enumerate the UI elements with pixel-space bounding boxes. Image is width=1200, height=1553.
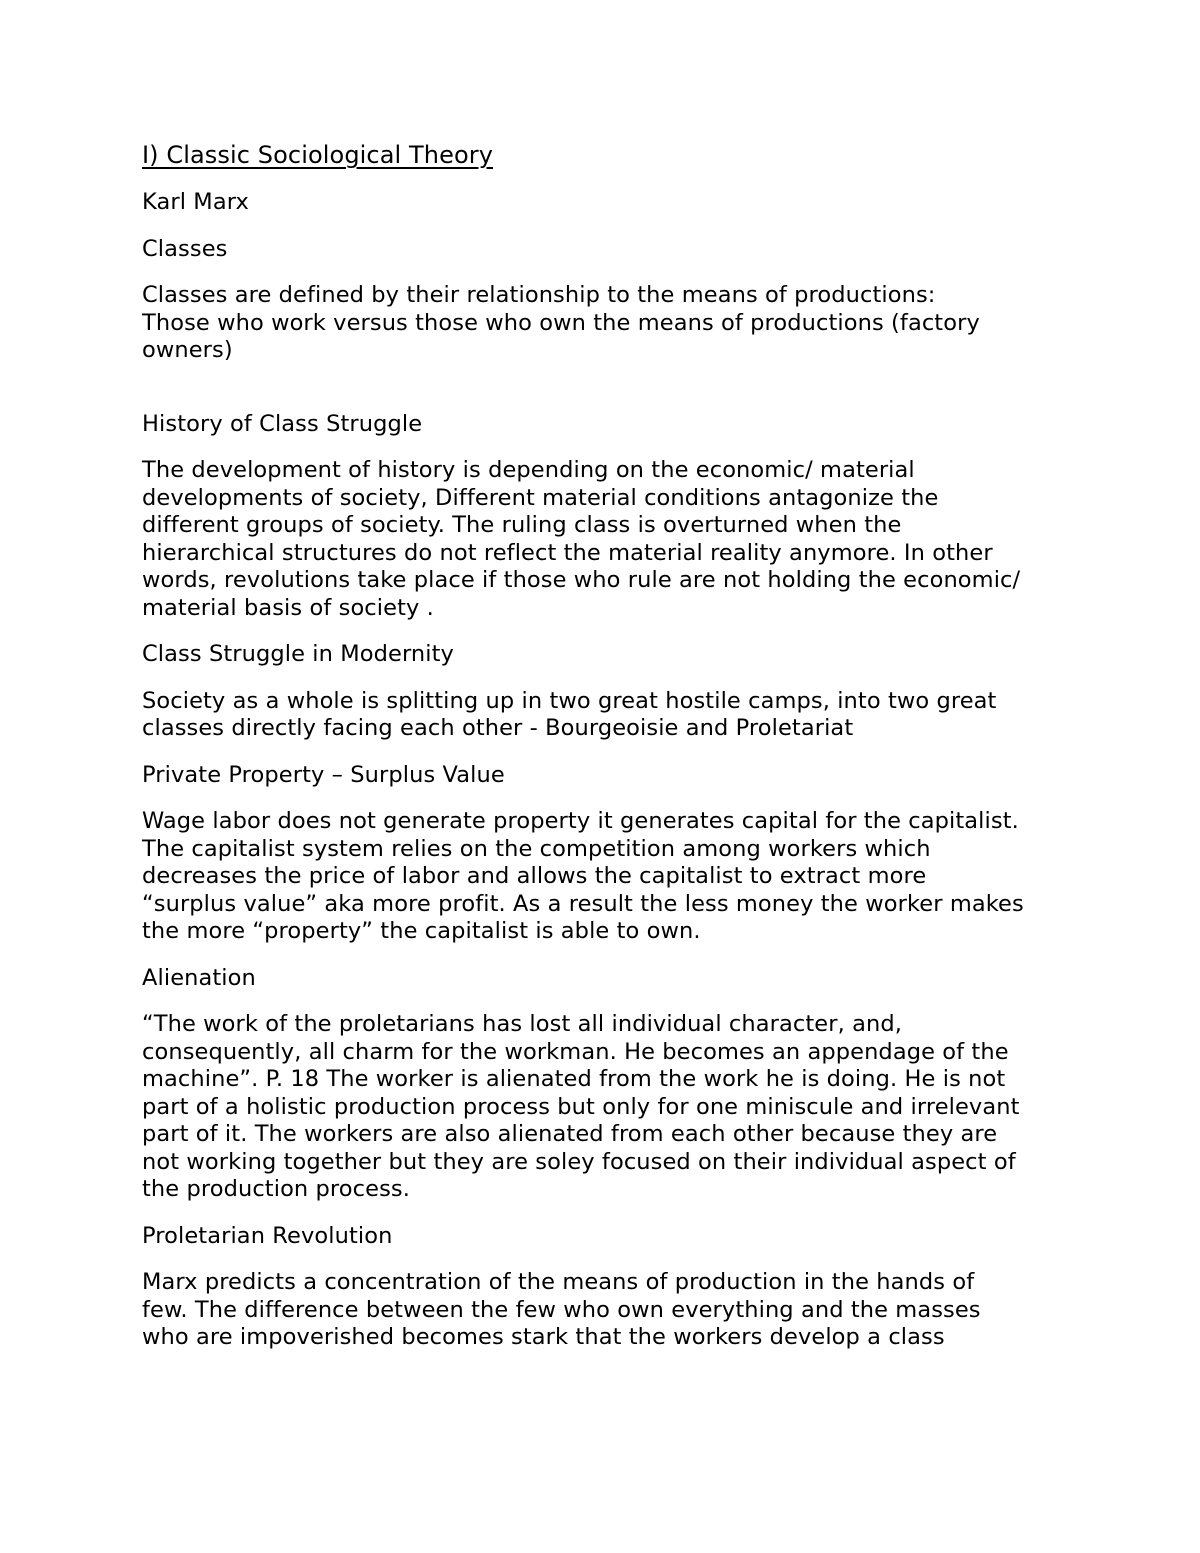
paragraph-line: The development of history is depending on the economic/ material: [142, 457, 915, 483]
paragraph-line: Those who work versus those who own the means of productions (factory: [142, 309, 980, 336]
paragraph-line: the more “property” the capitalist is able to own.: [142, 918, 701, 944]
section-heading-proletarian-revolution: Proletarian Revolution: [142, 1222, 393, 1249]
section-heading-class-struggle-in-modernity: Class Struggle in Modernity: [142, 641, 454, 667]
paragraph-line: few. The difference between the few who own everything and the masses: [142, 1296, 981, 1323]
document-title: I) Classic Sociological Theory: [142, 141, 494, 169]
paragraph-line: who are impoverished becomes stark that the workers develop a class: [142, 1324, 945, 1350]
paragraph-line: Society as a whole is splitting up in two great hostile camps, into two great: [142, 687, 997, 714]
paragraph-line: Wage labor does not generate property it generates capital for the capitalist.: [142, 808, 1019, 834]
section-paragraph-private-property: [142, 808, 1072, 946]
paragraph-line: consequently, all charm for the workman. He becomes an appendage of the: [142, 1038, 1009, 1065]
paragraph-line: Classes are defined by their relationship to the means of productions:: [142, 282, 936, 308]
section-paragraph-classes: [142, 282, 1072, 365]
paragraph-line: machine”. P. 18 The worker is alienated from the work he is doing. He is not: [142, 1066, 1006, 1092]
author-name: Karl Marx: [142, 189, 249, 215]
section-paragraph-alienation: [142, 1011, 1072, 1204]
section-paragraph-class-struggle-in-modernity: [142, 688, 1072, 743]
paragraph-line: part of it. The workers are also alienated from each other because they are: [142, 1121, 998, 1147]
section-heading-history-of-class-struggle: History of Class Struggle: [142, 410, 423, 437]
section-heading-classes: Classes: [142, 235, 228, 262]
paragraph-line: words, revolutions take place if those who rule are not holding the economic/: [142, 567, 1021, 593]
paragraph-line: part of a holistic production process but only for one miniscule and irrelevant: [142, 1093, 1020, 1120]
section-paragraph-history-of-class-struggle: [142, 457, 1072, 622]
paragraph-line: material basis of society .: [142, 594, 434, 621]
paragraph-line: not working together but they are soley focused on their individual aspect of: [142, 1148, 1016, 1175]
paragraph-line: “The work of the proletarians has lost all individual character, and,: [142, 1011, 902, 1037]
document-page: [142, 140, 1072, 1371]
section-heading-alienation: Alienation: [142, 964, 256, 991]
paragraph-line: decreases the price of labor and allows the capitalist to extract more: [142, 863, 927, 889]
paragraph-line: “surplus value” aka more profit. As a result the less money the worker makes: [142, 890, 1024, 917]
paragraph-line: different groups of society. The ruling class is overturned when the: [142, 512, 902, 538]
paragraph-line: hierarchical structures do not reflect the material reality anymore. In other: [142, 539, 993, 566]
paragraph-line: developments of society, Different material conditions antagonize the: [142, 484, 939, 511]
paragraph-line: owners): [142, 337, 233, 363]
paragraph-line: classes directly facing each other - Bourgeoisie and Proletariat: [142, 715, 854, 741]
paragraph-line: The capitalist system relies on the competition among workers which: [142, 835, 931, 862]
section-heading-private-property: Private Property – Surplus Value: [142, 761, 505, 788]
section-paragraph-proletarian-revolution: [142, 1269, 1072, 1352]
paragraph-line: the production process.: [142, 1176, 410, 1202]
paragraph-line: Marx predicts a concentration of the means of production in the hands of: [142, 1269, 975, 1295]
